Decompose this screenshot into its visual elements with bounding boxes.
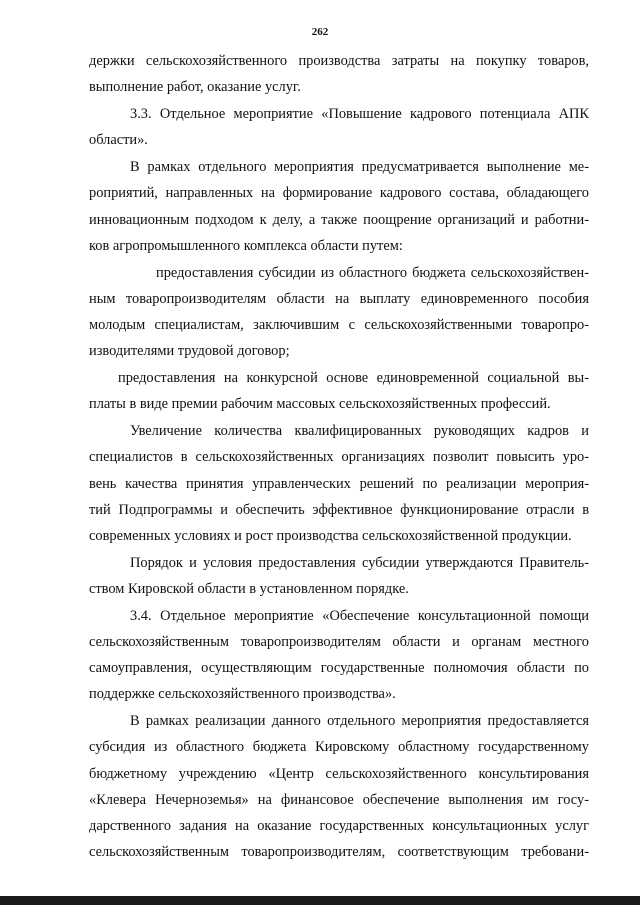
text-line: дарственного задания на оказание государственных консультационных услуг [89, 817, 589, 834]
text-line: предоставления на конкурсной основе единовременной социальной вы- [118, 370, 589, 387]
text-line: изводителями трудовой договор; [89, 343, 290, 360]
text-line: молодым специалистам, заключившим с сельскохозяйственными товаропро- [89, 316, 589, 333]
page-number: 262 [311, 26, 329, 38]
text-line: ством Кировской области в установленном порядке. [89, 580, 409, 597]
text-line: ным товаропроизводителям области на выплату единовременного пособия [89, 290, 589, 307]
section-heading-line: 3.4. Отдельное мероприятие «Обеспечение консультационной помощи [130, 607, 589, 624]
section-heading-line: сельскохозяйственным товаропроизводителям области и органам местного [89, 634, 589, 651]
text-line: современных условиях и рост производства сельскохозяйственной продукции. [89, 527, 572, 544]
text-line: вень качества принятия управленческих решений по реализации мероприя- [89, 475, 589, 492]
text-line: В рамках реализации данного отдельного мероприятия предоставляется [130, 713, 589, 730]
text-line: инновационным подходом к делу, а также поощрение организаций и работни- [89, 211, 589, 228]
document-body [89, 48, 589, 865]
text-line: Порядок и условия предоставления субсидии утверждаются Правитель- [130, 554, 589, 571]
text-line: предоставления субсидии из областного бюджета сельскохозяйствен- [156, 264, 589, 281]
section-heading-line: самоуправления, осуществляющим государственные полномочия области по [89, 660, 589, 677]
text-line: роприятий, направленных на формирование кадрового состава, обладающего [89, 185, 589, 202]
text-line: тий Подпрограммы и обеспечить эффективное функционирование отрасли в [89, 501, 589, 518]
section-heading-line: поддержке сельскохозяйственного производства». [89, 686, 396, 703]
text-line: сельскохозяйственным товаропроизводителям, соответствующим требовани- [89, 843, 589, 860]
text-line: держки сельскохозяйственного производства затраты на покупку товаров, [89, 53, 589, 69]
text-line: бюджетному учреждению «Центр сельскохозяйственного консультирования [89, 765, 589, 782]
text-line: ков агропромышленного комплекса области путем: [89, 237, 403, 254]
text-line: платы в виде премии рабочим массовых сельскохозяйственных профессий. [89, 396, 551, 413]
section-heading-line: области». [89, 132, 148, 149]
text-line: Увеличение количества квалифицированных руководящих кадров и [130, 423, 589, 440]
text-line: «Клевера Нечерноземья» на финансовое обеспечение выполнения им госу- [89, 791, 589, 808]
text-line: специалистов в сельскохозяйственных организациях позволит повысить уро- [89, 449, 589, 466]
section-heading-line: 3.3. Отдельное мероприятие «Повышение кадрового потенциала АПК [130, 106, 589, 123]
bottom-scan-border [0, 896, 640, 905]
text-line: субсидия из областного бюджета Кировскому областному государственному [89, 739, 589, 756]
text-line: В рамках отдельного мероприятия предусматривается выполнение ме- [130, 159, 589, 176]
text-line: выполнение работ, оказание услуг. [89, 79, 301, 96]
